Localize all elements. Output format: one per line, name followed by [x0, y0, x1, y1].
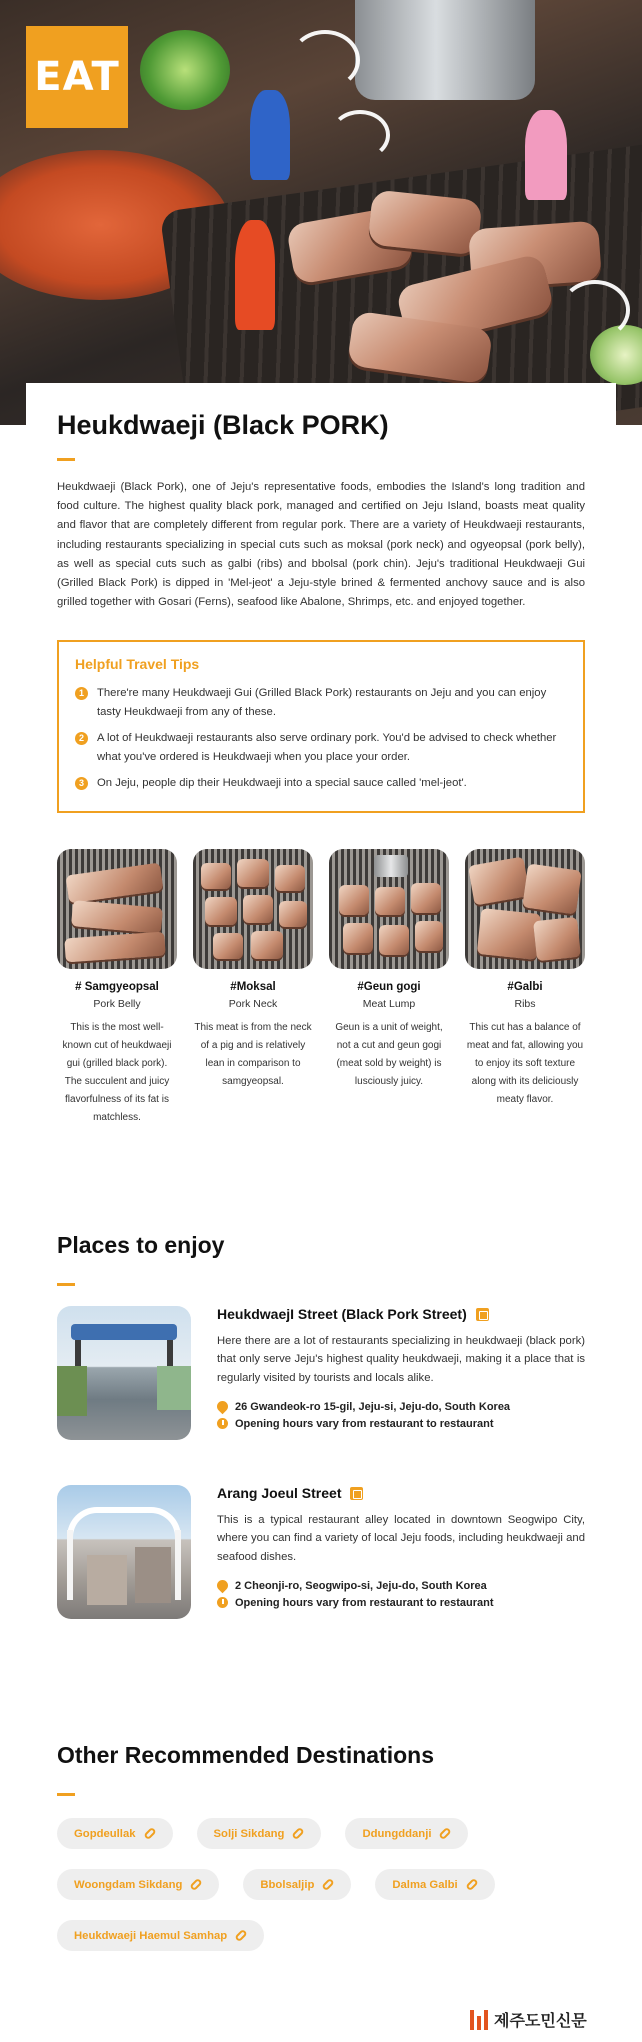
places-accent — [57, 1283, 75, 1286]
meat-slice — [367, 189, 482, 255]
hero-image — [0, 0, 642, 425]
place-photo — [57, 1306, 191, 1440]
place-name: Arang Joeul Street — [217, 1485, 342, 1501]
link-icon — [143, 1827, 156, 1840]
destination-chip[interactable] — [243, 1869, 351, 1900]
cut-card-samgyeopsal — [57, 849, 177, 1127]
place-address: 2 Cheonji-ro, Seogwipo-si, Jeju-do, South Korea — [235, 1579, 487, 1592]
chip-row — [57, 1869, 585, 1900]
chip-row — [57, 1920, 585, 1951]
diner-figure-icon — [235, 220, 275, 330]
tip-item — [75, 684, 567, 721]
place-hours: Opening hours vary from restaurant to restaurant — [235, 1417, 494, 1430]
chip-label: Heukdwaeji Haemul Samhap — [74, 1929, 228, 1942]
destination-chip[interactable] — [57, 1869, 219, 1900]
cut-card-galbi — [465, 849, 585, 1127]
grill-pot — [355, 0, 535, 100]
place-item — [57, 1485, 585, 1620]
places-heading: Places to enjoy — [57, 1232, 225, 1258]
link-icon — [292, 1827, 305, 1840]
destination-chip[interactable] — [57, 1920, 264, 1951]
tips-heading: Helpful Travel Tips — [75, 656, 200, 672]
cut-subtitle: Pork Neck — [228, 998, 278, 1010]
cut-tag: # Samgyeopsal — [75, 981, 159, 993]
destination-chip[interactable] — [345, 1818, 468, 1849]
place-description: This is a typical restaurant alley located in downtown Seogwipo City, where you can find a variety of local Jeju foods, including heukdwaeji and seafood dishes. — [217, 1514, 585, 1563]
chip-label: Woongdam Sikdang — [74, 1878, 183, 1891]
cut-description: This cut has a balance of meat and fat, allowing you to enjoy its soft texture along with its deliciously meaty flavor. — [466, 1022, 584, 1105]
cut-subtitle: Pork Belly — [93, 998, 141, 1010]
lettuce-illustration — [140, 30, 230, 110]
chip-label: Gopdeullak — [74, 1827, 136, 1840]
cut-tag: #Moksal — [230, 981, 276, 993]
recommended-chips — [57, 1818, 585, 1971]
place-address-row — [217, 1580, 585, 1592]
cut-tag: #Galbi — [507, 981, 543, 993]
place-name-row[interactable] — [217, 1306, 585, 1322]
chip-label: Solji Sikdang — [213, 1827, 285, 1840]
place-info — [217, 1485, 585, 1614]
recommended-heading: Other Recommended Destinations — [57, 1742, 435, 1768]
place-description: Here there are a lot of restaurants specializing in heukdwaeji (black pork) that only serve Jeju's highest quality heukdwaeji, making it a place that is regularly visited by tourists and locals alike. — [217, 1335, 585, 1384]
cut-description: This meat is from the neck of a pig and is relatively lean in comparison to samgyeopsal. — [194, 1022, 312, 1087]
tip-text: There're many Heukdwaeji Gui (Grilled Black Pork) restaurants on Jeju and you can enjoy tasty Heukdwaeji from any of these. — [97, 687, 547, 718]
place-name: HeukdwaejI Street (Black Pork Street) — [217, 1306, 467, 1322]
place-info — [217, 1306, 585, 1435]
tip-text: On Jeju, people dip their Heukdwaeji into a special sauce called 'mel-jeot'. — [97, 777, 467, 789]
link-icon — [322, 1878, 335, 1891]
place-address: 26 Gwandeok-ro 15-gil, Jeju-si, Jeju-do, South Korea — [235, 1400, 511, 1413]
chip-label: Dalma Galbi — [392, 1878, 458, 1891]
link-icon — [465, 1878, 478, 1891]
cut-subtitle: Meat Lump — [362, 998, 416, 1010]
chef-figure-icon — [250, 90, 290, 180]
samgyeopsal-photo — [57, 849, 177, 969]
location-pin-icon — [215, 1399, 231, 1415]
tip-item — [75, 774, 567, 793]
clock-icon — [217, 1418, 228, 1429]
steam-swirl — [290, 30, 360, 90]
destination-chip[interactable] — [197, 1818, 322, 1849]
recommended-accent — [57, 1793, 75, 1796]
place-hours: Opening hours vary from restaurant to restaurant — [235, 1596, 494, 1609]
steam-swirl — [560, 280, 630, 340]
cut-tag: #Geun gogi — [357, 981, 421, 993]
place-photo — [57, 1485, 191, 1619]
place-hours-row — [217, 1597, 585, 1609]
clock-icon — [217, 1597, 228, 1608]
logo-mark-icon — [470, 2010, 488, 2030]
location-pin-icon — [215, 1578, 231, 1594]
tip-number: 3 — [75, 777, 88, 790]
steam-swirl — [330, 110, 390, 160]
tip-text: A lot of Heukdwaeji restaurants also serve ordinary pork. You'd be advised to check whether what you've ordered is Heukdwaeji when you place your order. — [97, 732, 557, 763]
cut-card-geun-gogi — [329, 849, 449, 1127]
cut-subtitle: Ribs — [514, 998, 536, 1010]
map-link-icon[interactable] — [350, 1487, 363, 1500]
cook-figure-icon — [525, 110, 567, 200]
cut-description: Geun is a unit of weight, not a cut and geun gogi (meat sold by weight) is lusciously juicy. — [335, 1022, 443, 1087]
chip-label: Bbolsaljip — [260, 1878, 315, 1891]
destination-chip[interactable] — [57, 1818, 173, 1849]
travel-tips-box — [57, 640, 585, 813]
tip-number: 2 — [75, 732, 88, 745]
link-icon — [439, 1827, 452, 1840]
page-title: Heukdwaeji (Black PORK) — [57, 410, 389, 440]
logo-text: 제주도민신문 — [494, 2011, 587, 2030]
tip-number: 1 — [75, 687, 88, 700]
link-icon — [234, 1929, 247, 1942]
eat-badge: EAT — [26, 26, 128, 128]
tip-item — [75, 729, 567, 766]
place-item — [57, 1306, 585, 1441]
geun-gogi-photo — [329, 849, 449, 969]
chip-label: Ddungddanji — [362, 1827, 432, 1840]
title-accent — [57, 458, 75, 461]
link-icon — [190, 1878, 203, 1891]
place-meta — [217, 1580, 585, 1609]
place-name-row[interactable] — [217, 1485, 585, 1501]
place-meta — [217, 1401, 585, 1430]
cut-description: This is the most well-known cut of heukdwaeji gui (grilled black pork). The succulent and juicy flavorfulness of its fat is matchless. — [62, 1022, 172, 1123]
chip-row — [57, 1818, 585, 1849]
cut-card-moksal — [193, 849, 313, 1127]
pork-cuts-grid — [57, 849, 585, 1127]
place-address-row — [217, 1401, 585, 1413]
publisher-logo — [470, 2008, 587, 2031]
moksal-photo — [193, 849, 313, 969]
intro-paragraph: Heukdwaeji (Black Pork), one of Jeju's representative foods, embodies the Island's long tradition and food culture. The highest quality black pork, managed and certified on Jeju Island, boasts meat quality and flavor that are completely different from regular pork. There are a variety of Heukdwaeji restaurants, including restaurants specializing in special cuts such as moksal (pork neck) and ogyeopsal (pork belly), as well as special cuts such as galbi (ribs) and bbolsal (pork chin). Jeju's traditional Heukdwaeji Gui (Grilled Black Pork) is dipped in 'Mel-jeot' a Jeju-style brined & fermented anchovy sauce and is also grilled together with Gosari (Ferns), seafood like Abalone, Shrimps, etc. and enjoyed together. — [57, 481, 585, 609]
place-hours-row — [217, 1418, 585, 1430]
galbi-photo — [465, 849, 585, 969]
destination-chip[interactable] — [375, 1869, 494, 1900]
map-link-icon[interactable] — [476, 1308, 489, 1321]
